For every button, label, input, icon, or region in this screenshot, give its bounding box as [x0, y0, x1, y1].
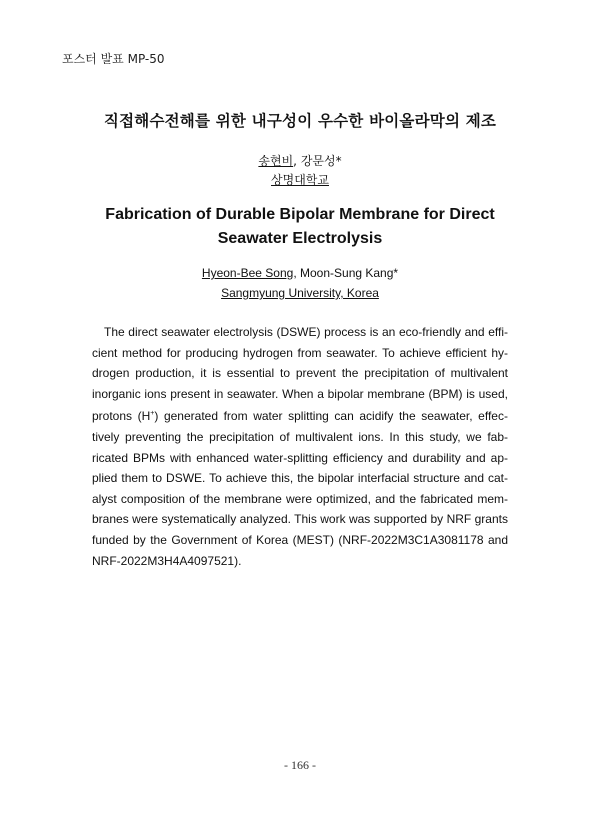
abstract-text-part-2: ) generated from water splitting can acidify the seawater, effectively preventing the precipitation of multivalent ions. In this study, we fabricated BPMs with enhanced water-splitting efficiency and durability and applied them to DSWE. To achieve this, the bipolar interfacial structure and catalyst composition of the membrane were optimized, and the fabricated membranes were systematically analyzed. This work was supported by NRF grants funded by the Government of Korea (MEST) (NRF-2022M3C1A3081178 and NRF-2022M3H4A4097521).: [92, 409, 508, 568]
english-authors: [0, 266, 600, 280]
session-label: 포스터 발표 MP-50: [62, 52, 165, 66]
abstract-text-part-1: The direct seawater electrolysis (DSWE) process is an eco-friendly and efficient method for producing hydrogen from seawater. To achieve efficient hydrogen production, it is essential to prevent the precipitation of multivalent inorganic ions present in seawater. When a bipolar membrane (BPM) is used, protons (H: [92, 325, 508, 424]
abstract-body: [92, 322, 508, 571]
korean-affiliation-text: 상명대학교: [271, 173, 329, 187]
korean-authors: [0, 152, 600, 169]
english-affiliation: [0, 286, 600, 300]
korean-author-1: 송현비: [258, 154, 294, 168]
english-author-1: Hyeon-Bee Song: [201, 266, 294, 280]
english-affiliation-text: Sangmyung University, Korea: [221, 286, 379, 300]
korean-affiliation: [0, 171, 600, 188]
abstract-superscript: +: [150, 410, 155, 418]
english-author-separator: ,: [293, 266, 300, 280]
english-title: Fabrication of Durable Bipolar Membrane for Direct Seawater Electrolysis: [105, 206, 495, 247]
english-author-2: Moon-Sung Kang*: [300, 266, 399, 280]
page-number: - 166 -: [284, 758, 316, 772]
korean-title: 직접해수전해를 위한 내구성이 우수한 바이올라막의 제조: [103, 112, 497, 130]
korean-author-separator: ,: [293, 154, 301, 168]
korean-author-2: 강문성*: [300, 154, 342, 168]
